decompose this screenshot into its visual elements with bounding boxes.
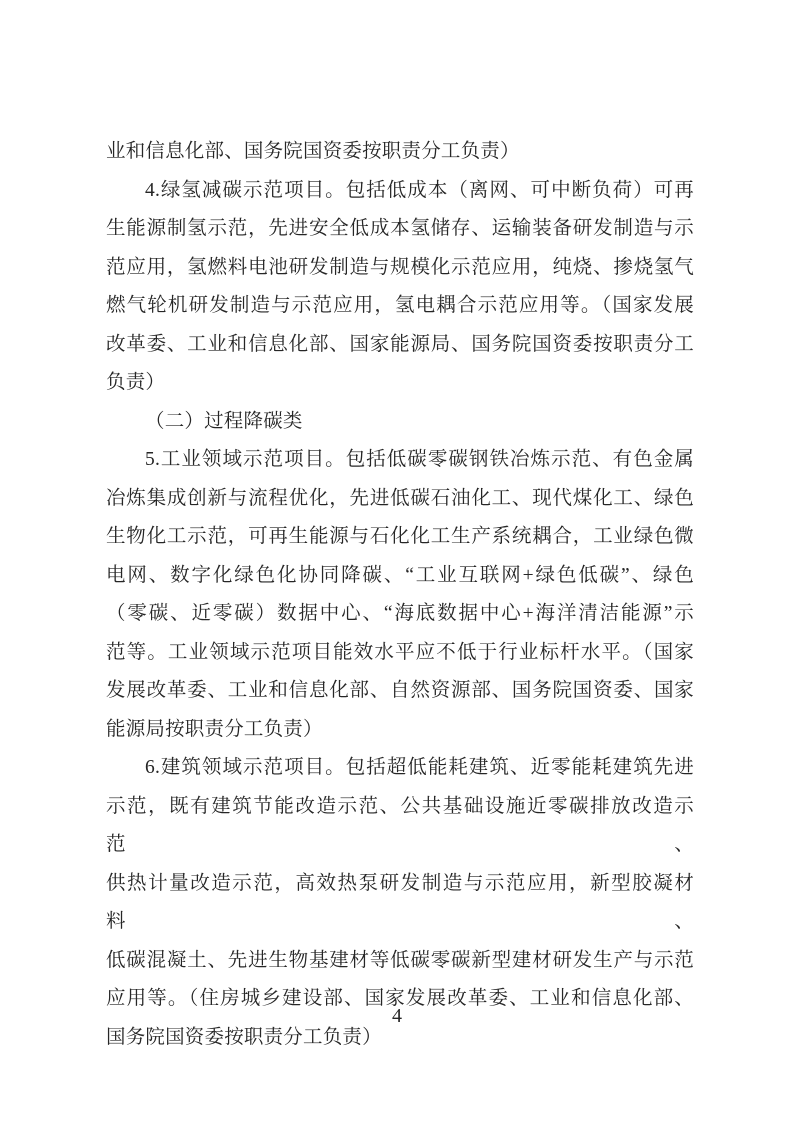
text-line: 电网、数字化绿色化协同降碳、“工业互联网+绿色低碳”、绿色 <box>106 564 694 586</box>
text-line: 燃气轮机研发制造与示范应用，氢电耦合示范应用等。（国家发展 <box>106 295 694 316</box>
text-line: 4.绿氢减碳示范项目。包括低成本（离网、可中断负荷）可再 <box>145 179 694 201</box>
text-line: 发展改革委、工业和信息化部、自然资源部、国务院国资委、国家 <box>106 680 694 701</box>
text-line: 范应用，氢燃料电池研发制造与规模化示范应用，纯烧、掺烧氢气 <box>106 256 694 278</box>
page-body <box>106 133 694 1057</box>
text-line: 范等。工业领域示范项目能效水平应不低于行业标杆水平。（国家 <box>106 641 694 663</box>
page-number: 4 <box>392 1005 402 1027</box>
text-line: 低碳混凝土、先进生物基建材等低碳零碳新型建材研发生产与示范 <box>106 949 694 971</box>
section-heading: （二）过程降碳类 <box>145 410 303 432</box>
text-line: （零碳、近零碳）数据中心、“海底数据中心+海洋清洁能源”示 <box>106 603 694 624</box>
text-line: 负责） <box>106 372 166 393</box>
text-line: 国务院国资委按职责分工负责） <box>106 1026 382 1048</box>
text-line: 5.工业领域示范项目。包括低碳零碳钢铁冶炼示范、有色金属 <box>145 449 694 470</box>
text-line: 能源局按职责分工负责） <box>106 718 323 740</box>
text-line: 业和信息化部、国务院国资委按职责分工负责） <box>106 141 520 162</box>
text-line: 示范，既有建筑节能改造示范、公共基础设施近零碳排放改造示范、 <box>106 795 694 855</box>
text-line: 生能源制氢示范，先进安全低成本氢储存、运输装备研发制造与示 <box>106 218 694 239</box>
text-line: 供热计量改造示范，高效热泵研发制造与示范应用，新型胶凝材料、 <box>106 872 694 932</box>
text-line: 应用等。（住房城乡建设部、国家发展改革委、工业和信息化部、 <box>106 988 694 1009</box>
text-line: 6.建筑领域示范项目。包括超低能耗建筑、近零能耗建筑先进 <box>145 757 694 778</box>
text-line: 冶炼集成创新与流程优化，先进低碳石油化工、现代煤化工、绿色 <box>106 487 694 509</box>
text-line: 生物化工示范，可再生能源与石化化工生产系统耦合，工业绿色微 <box>106 526 694 547</box>
text-line: 改革委、工业和信息化部、国家能源局、国务院国资委按职责分工 <box>106 333 694 355</box>
